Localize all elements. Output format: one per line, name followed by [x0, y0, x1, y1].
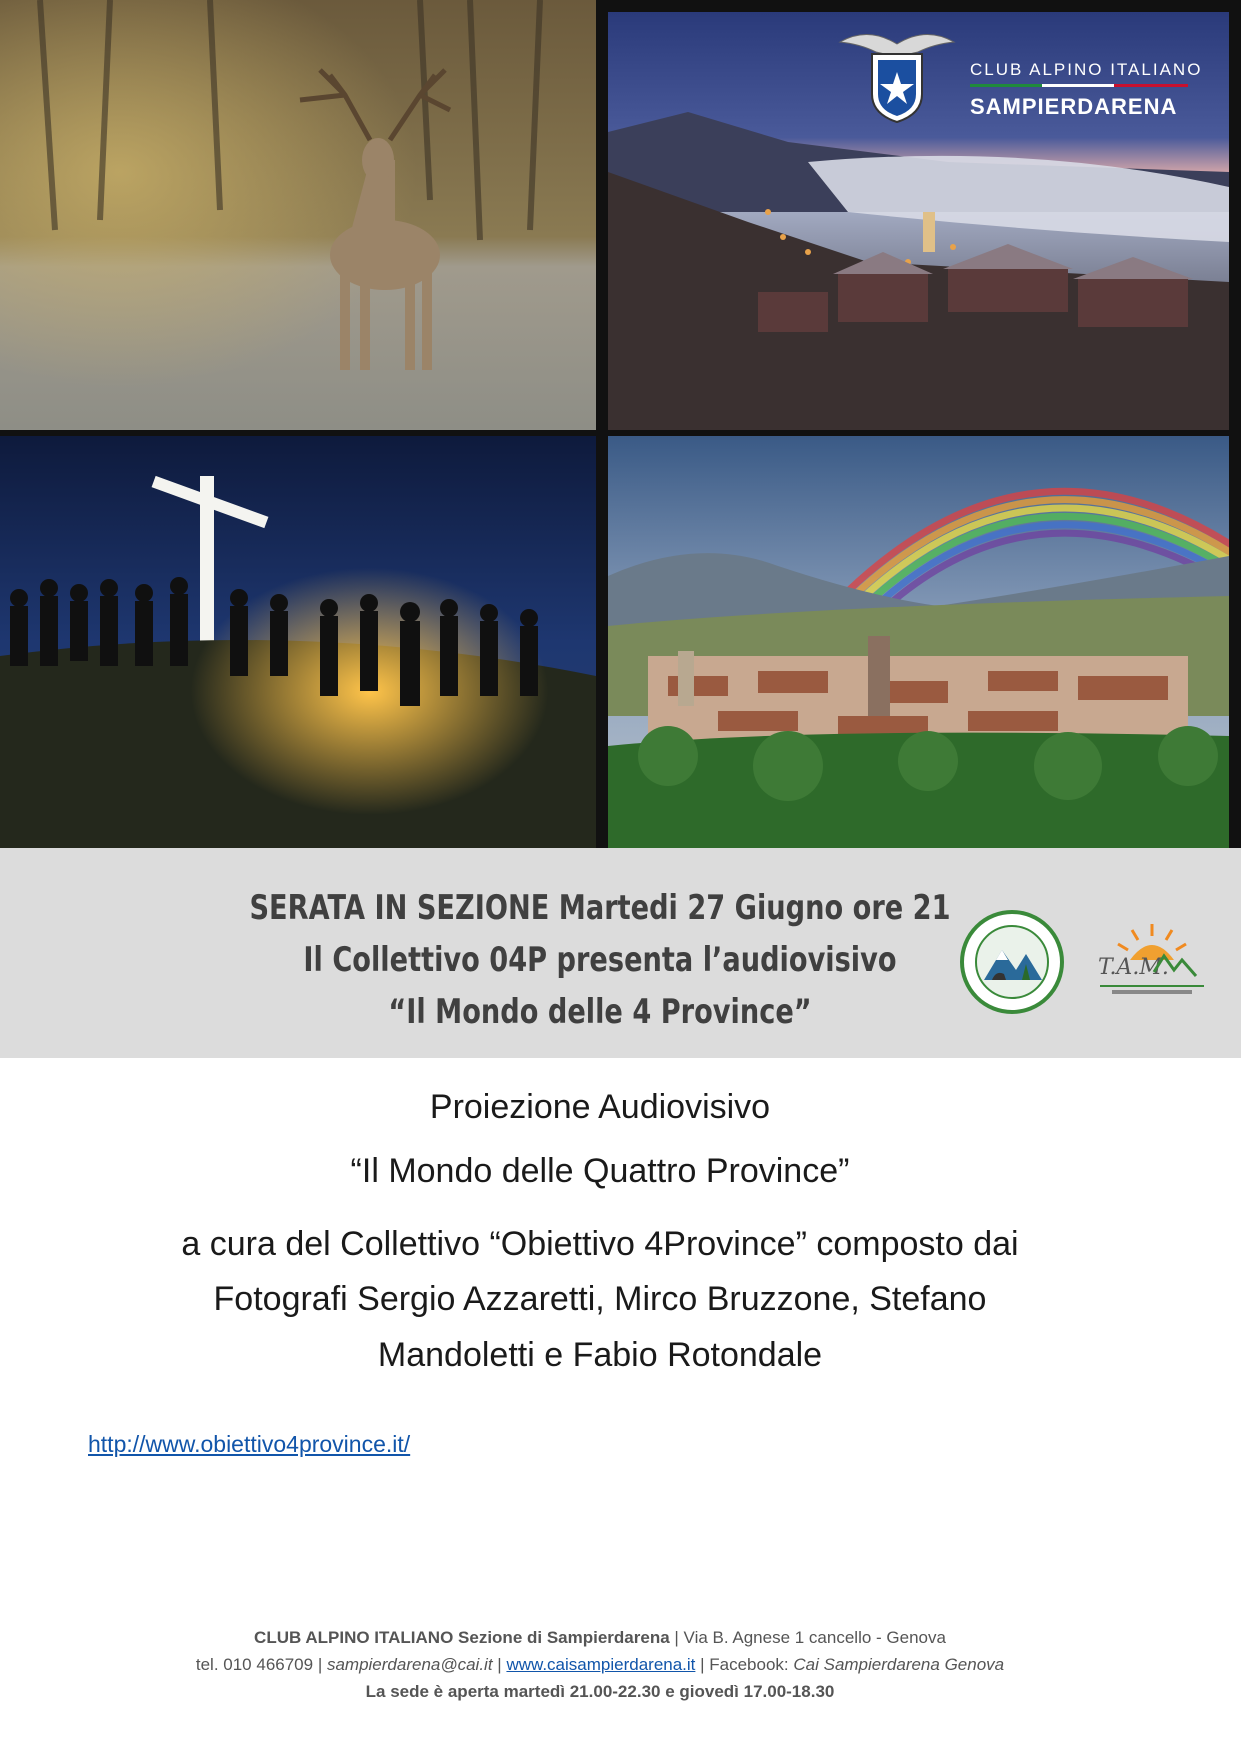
footer-contact-line [0, 1655, 1200, 1675]
cai-name-line: CLUB ALPINO ITALIANO [970, 60, 1203, 79]
rainbow-town-photo [608, 436, 1229, 848]
curated-by-line: a cura del Collettivo “Obiettivo 4Province” composto dai [181, 1225, 1019, 1263]
tam-logo [1092, 920, 1212, 1004]
projection-title: “Il Mondo delle Quattro Province” [350, 1152, 850, 1190]
event-presenter-line: Il Collettivo 04P presenta l’audiovisivo [303, 940, 897, 980]
footer-facebook-label: | Facebook: [695, 1655, 794, 1674]
event-date-line: SERATA IN SEZIONE Martedi 27 Giugno ore 21 [249, 888, 951, 928]
footer-website-link[interactable]: www.caisampierdarena.it [506, 1655, 696, 1674]
event-banner [0, 848, 1241, 1058]
cai-logo [838, 24, 1208, 134]
deer-photo [0, 0, 596, 430]
footer-facebook: Cai Sampierdarena Genova [793, 1655, 1005, 1674]
photographers-line: Fotografi Sergio Azzaretti, Mirco Bruzzone, Stefano [213, 1280, 987, 1318]
footer-phone: tel. 010 466709 | [195, 1655, 327, 1674]
footer-hours: La sede è aperta martedì 21.00-22.30 e giovedì 17.00-18.30 [365, 1682, 835, 1701]
comitato-scientifico-badge [960, 910, 1064, 1014]
event-title-line: “Il Mondo delle 4 Province” [388, 992, 812, 1032]
photo-collage [0, 0, 1241, 848]
footer-email[interactable]: sampierdarena@cai.it [326, 1655, 493, 1674]
cross-bonfire-crowd-photo [0, 436, 596, 848]
svg-text:T.A.M.: T.A.M. [1098, 955, 1169, 980]
cai-section-line: SAMPIERDARENA [970, 94, 1178, 119]
footer-address: | Via B. Agnese 1 cancello - Genova [669, 1628, 946, 1647]
village-night-fog-photo [608, 12, 1229, 430]
footer-separator: | [492, 1655, 507, 1674]
footer-address-line [0, 1628, 1200, 1648]
footer-org-name: CLUB ALPINO ITALIANO Sezione di Sampierdarena [254, 1628, 670, 1647]
obiettivo4province-link[interactable]: http://www.obiettivo4province.it/ [88, 1431, 411, 1457]
projection-heading: Proiezione Audiovisivo [429, 1088, 771, 1126]
cai-eagle-shield-icon [838, 24, 956, 124]
italian-flag-rule [970, 84, 1188, 87]
photographers-line-2: Mandoletti e Fabio Rotondale [377, 1336, 823, 1374]
